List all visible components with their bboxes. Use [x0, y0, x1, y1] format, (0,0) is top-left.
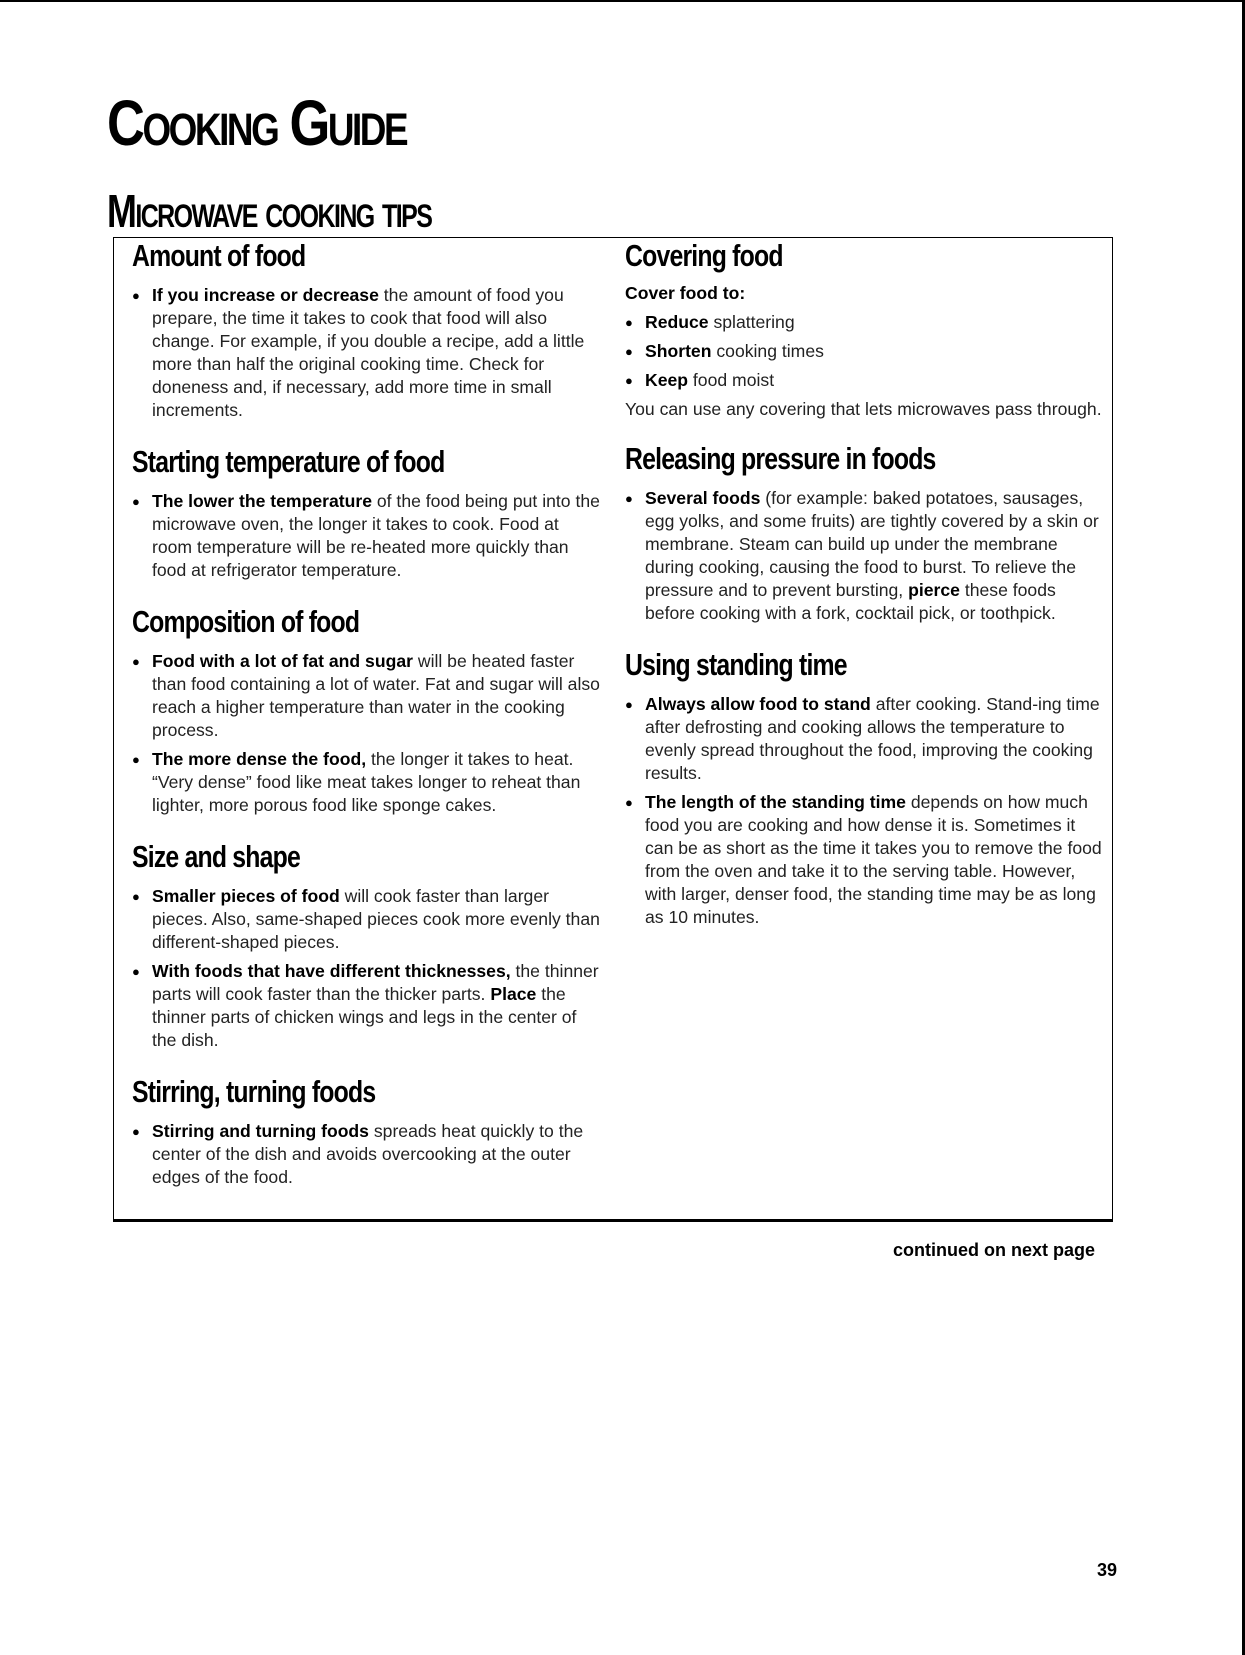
bullet-item: ● If you increase or decrease the amount of food you prepare, the time it takes to cook that food will also change. For example, if you double a recipe, add a little more than half the original cooking time. Check for doneness and, if necessary, add more time in small increments. — [132, 284, 602, 422]
right-column — [625, 238, 1105, 929]
section-starting-temperature — [132, 444, 602, 582]
bullet-item: ● Smaller pieces of food will cook faster than larger pieces. Also, same-shaped pieces cook more evenly than different-shaped pieces. — [132, 885, 602, 954]
bullet-item: ● The more dense the food, the longer it takes to heat. “Very dense” food like meat takes longer to reheat than lighter, more porous food like sponge cakes. — [132, 748, 602, 817]
section-heading: Stirring, turning foods — [132, 1074, 376, 1109]
section-amount-of-food — [132, 238, 602, 422]
section-stirring-turning-foods — [132, 1074, 602, 1189]
page-top-border — [0, 0, 1245, 2]
bullet-item: ● The length of the standing time depends on how much food you are cooking and how dense it is. Sometimes it can be as short as the time it takes you to remove the food from the oven and take it to the serving table. However, with larger, denser food, the standing time may be as long as 10 minutes. — [625, 791, 1105, 929]
section-heading: Size and shape — [132, 839, 300, 874]
left-column — [132, 238, 602, 1189]
bullet-item: ● Always allow food to stand after cooking. Stand-ing time after defrosting and cooking allows the temperature to evenly spread throughout the food, improving the cooking results. — [625, 693, 1105, 785]
bullet-item: ● Several foods (for example: baked potatoes, sausages, egg yolks, and some fruits) are tightly covered by a skin or membrane. Steam can build up under the membrane during cooking, causing the food to burst. To relieve the pressure and to prevent bursting, pierce these foods before cooking with a fork, cocktail pick, or toothpick. — [625, 487, 1105, 625]
covering-note: You can use any covering that lets microwaves pass through. — [625, 399, 1102, 419]
bullet-item: ● Keep food moist — [625, 369, 1105, 392]
section-size-and-shape — [132, 839, 602, 1052]
bullet-item: ● The lower the temperature of the food being put into the microwave oven, the longer it takes to cook. Food at room temperature will be re-heated more quickly than food at refrigerator temperature. — [132, 490, 602, 582]
section-heading: Starting temperature of food — [132, 444, 445, 479]
covering-intro: Cover food to: — [625, 283, 746, 303]
section-heading: Composition of food — [132, 604, 360, 639]
section-covering-food — [625, 238, 1105, 421]
bullet-item: ● Reduce splattering — [625, 311, 1105, 334]
section-title: Microwave cooking tips — [107, 185, 432, 237]
section-releasing-pressure — [625, 441, 1105, 625]
section-composition-of-food — [132, 604, 602, 817]
section-heading: Covering food — [625, 238, 783, 273]
bullet-item: ● Shorten cooking times — [625, 340, 1105, 363]
page-number: 39 — [1097, 1560, 1118, 1580]
section-using-standing-time — [625, 647, 1105, 929]
continued-note: continued on next page — [893, 1240, 1096, 1260]
bullet-item: ● Stirring and turning foods spreads heat quickly to the center of the dish and avoids overcooking at the outer edges of the food. — [132, 1120, 602, 1189]
bullet-item: ● With foods that have different thicknesses, the thinner parts will cook faster than the thicker parts. Place the thinner parts of chicken wings and legs in the center of the dish. — [132, 960, 602, 1052]
page-title: Cooking Guide — [107, 87, 407, 159]
bullet-item: ● Food with a lot of fat and sugar will be heated faster than food containing a lot of water. Fat and sugar will also reach a higher temperature than water in the cooking process. — [132, 650, 602, 742]
section-heading: Using standing time — [625, 647, 847, 682]
section-heading: Releasing pressure in foods — [625, 441, 936, 476]
section-heading: Amount of food — [132, 238, 306, 273]
tips-panel — [113, 237, 1113, 1222]
